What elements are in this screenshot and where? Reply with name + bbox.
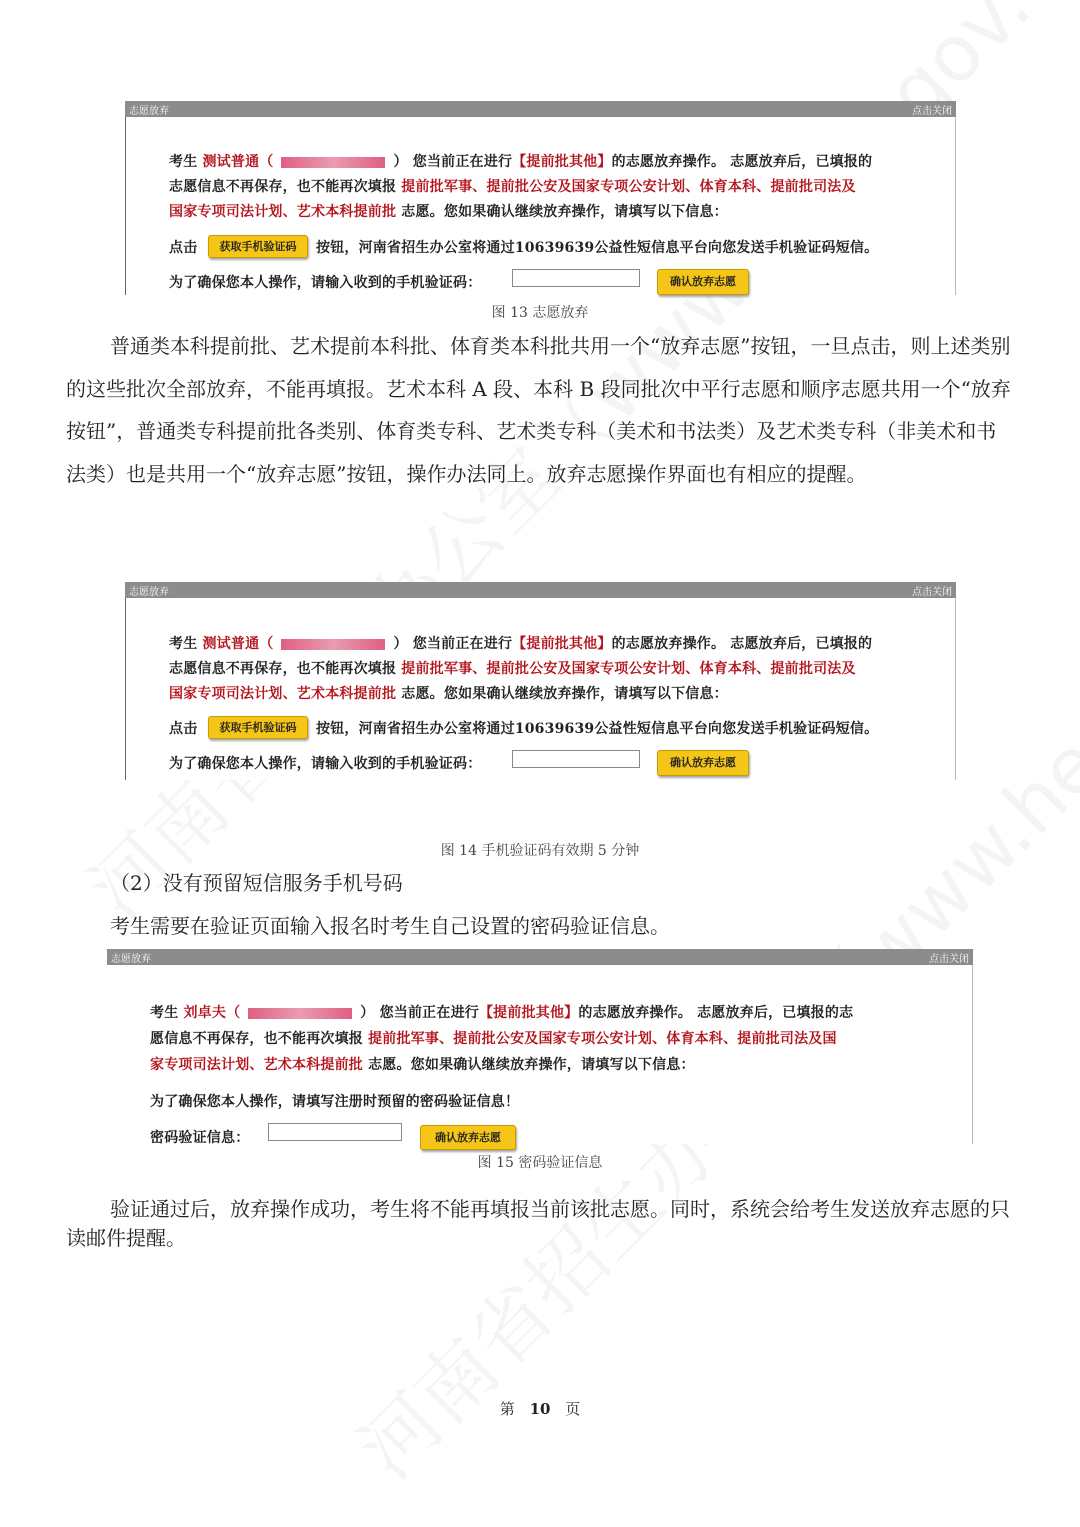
dialog-text-line: 密码验证信息：	[150, 1130, 250, 1146]
dialog-body	[125, 117, 956, 295]
dialog-text-line: 按钮，河南省招生办公室将通过10639639公益性短信息平台向您发送手机验证码短信。	[316, 240, 879, 256]
confirm-abandon-button[interactable]: 确认放弃志愿	[657, 750, 749, 776]
dialog-text-line: 按钮，河南省招生办公室将通过10639639公益性短信息平台向您发送手机验证码短信。	[316, 721, 879, 737]
body-paragraph: 验证通过后，放弃操作成功，考生将不能再填报当前该批志愿。同时，系统会给考生发送放弃志愿的只读邮件提醒。	[66, 1197, 1010, 1250]
body-paragraph: 普通类本科提前批、艺术提前本科批、体育类本科批共用一个“放弃志愿”按钮，一旦点击，则上述类别的这些批次全部放弃，不能再填报。艺术本科 A 段、本科 B 段同批次中平行志愿和顺序志愿共用一个“放弃按钮”，普通类专科提前批各类别、体育类专科、艺术类专科（美术和书法类）及艺术类专科（非美术和书法类）也是共用一个“放弃志愿”按钮，操作办法同上。放弃志愿操作界面也有相应的提醒。	[66, 334, 1011, 486]
dialog-text-line: 家专项司法计划、艺术本科提前批 志愿。您如果确认继续放弃操作，请填写以下信息：	[150, 1057, 695, 1073]
dialog-title-bar	[125, 582, 956, 598]
dialog-text-line: 考生 刘卓夫（ ） 您当前正在进行【提前批其他】的志愿放弃操作。 志愿放弃后，已填报的志	[150, 1005, 854, 1021]
confirm-abandon-button[interactable]: 确认放弃志愿	[657, 269, 749, 295]
dialog-title-bar	[107, 949, 973, 965]
page-number: 10	[529, 1400, 551, 1418]
dialog-text-line: 国家专项司法计划、艺术本科提前批 志愿。您如果确认继续放弃操作，请填写以下信息：	[169, 204, 728, 220]
figure-caption: 图 15 密码验证信息	[477, 1155, 603, 1171]
dialog-text-line: 为了确保您本人操作，请输入收到的手机验证码：	[169, 275, 482, 291]
dialog-body	[125, 598, 956, 780]
close-link[interactable]: 点击关闭	[929, 953, 969, 965]
dialog-text-line: 国家专项司法计划、艺术本科提前批 志愿。您如果确认继续放弃操作，请填写以下信息：	[169, 686, 728, 702]
get-sms-code-button[interactable]: 获取手机验证码	[208, 716, 308, 739]
figure-15-screenshot	[107, 949, 973, 1144]
dialog-text-line: 考生 测试普通（ ） 您当前正在进行【提前批其他】的志愿放弃操作。 志愿放弃后，已填报的	[169, 636, 873, 652]
footer-label: 页	[565, 1400, 581, 1418]
dialog-body	[107, 965, 973, 1144]
dialog-title-bar	[125, 101, 956, 117]
dialog-text-line: 为了确保您本人操作，请输入收到的手机验证码：	[169, 756, 482, 772]
close-link[interactable]: 点击关闭	[912, 105, 952, 117]
dialog-title: 志愿放弃	[129, 105, 169, 117]
dialog-text-line: 志愿信息不再保存，也不能再次填报 提前批军事、提前批公安及国家专项公安计划、体育本科、提前批司法及	[169, 179, 856, 195]
figure-caption: 图 13 志愿放弃	[491, 305, 589, 321]
figure-caption: 图 14 手机验证码有效期 5 分钟	[440, 843, 640, 859]
dialog-text-line: 考生 测试普通（ ） 您当前正在进行【提前批其他】的志愿放弃操作。 志愿放弃后，已填报的	[169, 154, 873, 170]
dialog-title: 志愿放弃	[129, 586, 169, 598]
dialog-title: 志愿放弃	[111, 953, 151, 965]
sms-code-input[interactable]	[512, 269, 640, 287]
dialog-text-line: 志愿信息不再保存，也不能再次填报 提前批军事、提前批公安及国家专项公安计划、体育本科、提前批司法及	[169, 661, 856, 677]
sms-code-input[interactable]	[512, 750, 640, 768]
get-sms-code-button[interactable]: 获取手机验证码	[208, 235, 308, 258]
masked-id	[248, 1008, 352, 1019]
dialog-text-line: 点击	[169, 721, 198, 737]
body-paragraph: 考生需要在验证页面输入报名时考生自己设置的密码验证信息。	[110, 914, 670, 938]
figure-14-screenshot	[125, 582, 956, 780]
subheading: （2）没有预留短信服务手机号码	[110, 871, 403, 895]
figure-13-screenshot	[125, 101, 956, 295]
page-footer	[0, 1398, 1080, 1419]
dialog-text-line: 点击	[169, 240, 198, 256]
close-link[interactable]: 点击关闭	[912, 586, 952, 598]
password-input[interactable]	[268, 1123, 402, 1141]
confirm-abandon-button[interactable]: 确认放弃志愿	[420, 1125, 516, 1150]
dialog-text-line: 为了确保您本人操作，请填写注册时预留的密码验证信息！	[150, 1094, 520, 1110]
dialog-text-line: 愿信息不再保存，也不能再次填报 提前批军事、提前批公安及国家专项公安计划、体育本科、提前批司法及国	[150, 1031, 837, 1047]
masked-id	[281, 157, 385, 168]
footer-label: 第	[499, 1400, 515, 1418]
masked-id	[281, 639, 385, 650]
